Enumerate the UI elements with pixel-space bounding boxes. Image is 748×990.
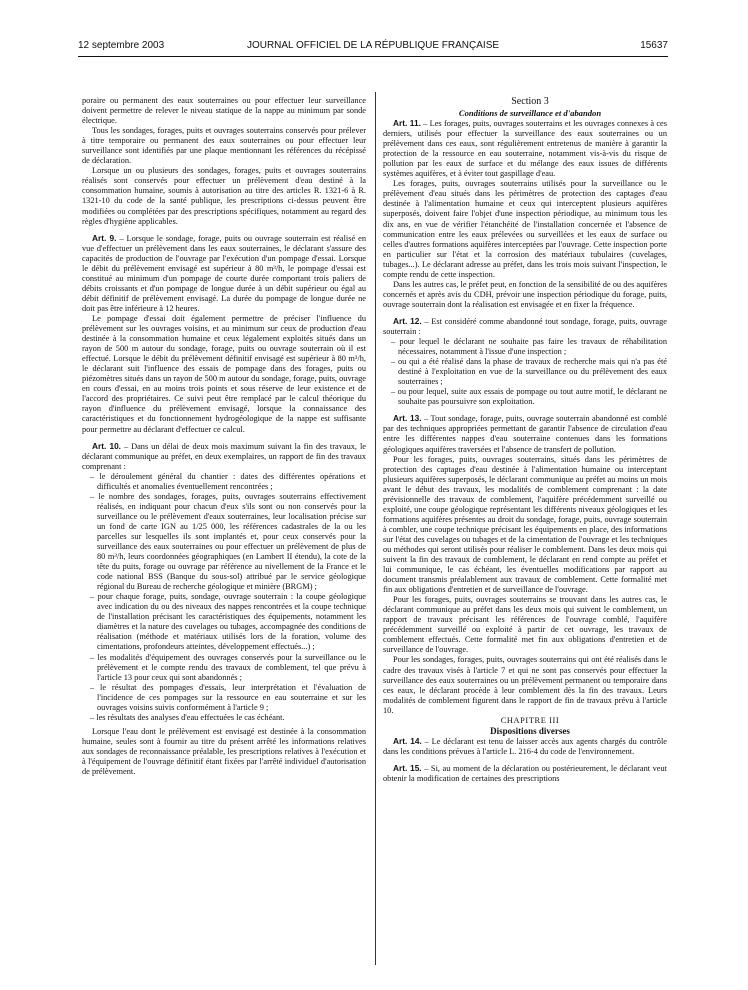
article-12-list <box>383 337 667 407</box>
header-date: 12 septembre 2003 <box>78 40 165 51</box>
right-column <box>383 96 667 784</box>
article-label: Art. 14. <box>393 735 422 746</box>
section-heading: Section 3 <box>511 96 549 107</box>
header-title: JOURNAL OFFICIEL DE LA RÉPUBLIQUE FRANÇAISE <box>246 40 500 51</box>
section-title: Conditions de surveillance et d'abandon <box>458 108 602 118</box>
header-rule <box>78 56 668 57</box>
article-label: Art. 10. <box>92 440 121 451</box>
article-text: – Le déclarant est tenu de laisser accès aux agents chargés du contrôle dans les conditions prévues à l'article L. 216-4 du code de l'environnement. <box>383 736 667 756</box>
paragraph: Lorsque l'eau dont le prélèvement est envisagé est destinée à la consommation humaine, seules sont à fournir au titre du présent arrêté les informations relatives aux sondages de reconnaissance préalable, les prescriptions relatives à l'exécution et à l'équipement de l'ouvrage définitif étant fixées par l'arrêté individuel d'autorisation de prélèvement. <box>82 726 366 777</box>
list-item: – pour lequel le déclarant ne souhaite pas faire les travaux de réhabilitation nécessaires, notamment à l'issue d'une inspection ; <box>398 337 667 357</box>
paragraph: Pour les sondages, forages, puits, ouvrages souterrains qui ont été réalisés dans le cadre des travaux visés à l'article 7 et qui ne sont pas conservés pour effectuer la surveillance des eaux souterraines ou un prélèvement permanent ou temporaire dans ces eaux, le déclarant procède à leur comblement dès la fin des travaux. Leurs modalités de comblement figurent dans le rapport de fin de travaux prévu à l'article 10. <box>383 655 667 715</box>
article-13 <box>383 413 667 454</box>
article-10-list <box>82 472 366 723</box>
paragraph: Pour les forages, puits, ouvrages souterrains, situés dans les périmètres de protection des captages d'eau destinée à l'alimentation humaine ou interceptant plusieurs aquifères superposés, le déclarant communique au préfet au moins un mois avant le début des travaux, les modalités de comblement comprenant : la date prévisionnelle des travaux de comblement, l'aquifère précédemment surveillé ou exploité, une coupe géologique représentant les différents niveaux géologiques et les formations aquifères présentes au droit du sondage, forage, puits, ouvrage souterrain à combler, une coupe technique précisant les équipements en place, des informations sur l'état des cuvelages ou tubages et de la cimentation de l'ouvrage et les techniques ou méthodes qui seront utilisés pour réaliser le comblement. Dans les deux mois qui suivent la fin des travaux de comblement, le déclarant en rend compte au préfet et lui communique, le cas échéant, les éventuelles modifications par rapport au document transmis préalablement aux travaux de comblement. Cette formalité met fin aux obligations d'entretien et de surveillance de l'ouvrage. <box>383 454 667 595</box>
list-item: – ou qui a été réalisé dans la phase de travaux de recherche mais qui n'a pas été destiné à l'exploitation en vue de la surveillance ou du prélèvement des eaux souterraines ; <box>398 357 667 387</box>
paragraph: Les forages, puits, ouvrages souterrains utilisés pour la surveillance ou le prélèvement d'eau situés dans les périmètres de protection des captages d'eau destinée à l'alimentation humaine et ceux qui interceptent plusieurs aquifères superposés, doivent faire l'objet d'une inspection périodique, au minimum tous les dix ans, en vue de vérifier l'étanchéité de l'installation concernée et l'absence de communication entre les eaux prélevées ou surveillées et les eaux de surface ou celles d'autres formations aquifères interceptées par l'ouvrage. Cette inspection porte en particulier sur l'état et la corrosion des matériaux tubulaires (cuvelages, tubages...). Le déclarant adresse au préfet, dans les trois mois suivant l'inspection, le compte rendu de cette inspection. <box>383 179 667 279</box>
article-text: – Tout sondage, forage, puits, ouvrage souterrain abandonné est comblé par des techniques appropriées permettant de garantir l'absence de circulation d'eau entre les différentes nappes d'eau souterraine contenues dans les formations géologiques aquifères traversées et l'absence de transfert de pollution. <box>383 414 667 454</box>
paragraph: Dans les autres cas, le préfet peut, en fonction de la sensibilité de ou des aquifères concernés et après avis du CDH, prévoir une inspection périodique du forage, puits, ouvrage souterrain dont la réalisation est envisagée et en fixer la fréquence. <box>383 279 667 309</box>
column-divider <box>375 92 376 965</box>
list-item: – ou pour lequel, suite aux essais de pompage ou tout autre motif, le déclarant ne souhaite pas poursuivre son exploitation. <box>398 387 667 407</box>
chapter-heading: CHAPITRE III <box>500 715 560 725</box>
article-15 <box>383 763 667 784</box>
article-text: – Les forages, puits, ouvrages souterrains et les ouvrages connexes à ces derniers, utilisés pour effectuer la surveillance des eaux souterraines ou un prélèvement dans ces eaux, sont régulièrement entretenus de manière à garantir la protection de la ressource en eau souterraine, notamment vis-à-vis du risque de pollution par les eaux de surface et du mélange des eaux issues de différents systèmes aquifères, et à éviter tout gaspillage d'eau. <box>383 119 667 179</box>
article-text: – Si, au moment de la déclaration ou postérieurement, le déclarant veut obtenir la modification de certaines des prescriptions <box>383 763 667 783</box>
list-item: – les modalités d'équipement des ouvrages conservés pour la surveillance ou le prélèvement et le compte rendu des travaux de comblement, tel que prévu à l'article 13 pour ceux qui sont abandonnés ; <box>97 653 366 683</box>
list-item: – le déroulement général du chantier : dates des différentes opérations et difficultés et anomalies éventuellement rencontrées ; <box>97 472 366 492</box>
list-item: – pour chaque forage, puits, sondage, ouvrage souterrain : la coupe géologique avec indication du ou des niveaux des nappes rencontrées et la coupe technique de l'installation précisant les caractéristiques des équipements, notamment les diamètres et la nature des cuvelages ou tubages, accompagnée des conditions de réalisation (méthode et matériaux utilisés lors de la foration, volume des cimentations, profondeurs atteintes, développement effectués...) ; <box>97 592 366 652</box>
article-label: Art. 15. <box>393 762 422 773</box>
list-item: – les résultats des analyses d'eau effectuées le cas échéant. <box>97 713 366 723</box>
list-item: – le nombre des sondages, forages, puits, ouvrages souterrains effectivement réalisés, en indiquant pour chacun d'eux s'ils sont ou non conservés pour la surveillance ou le prélèvement d'eaux souterraines, leur localisation précise sur un fond de carte IGN au 1/25 000, les références cadastrales de la ou les parcelles sur lesquelles ils sont implantés et, pour ceux conservés pour la surveillance des eaux souterraines ou pour effectuer un prélèvement de plus de 80 m³/h, leurs coordonnées géographiques (en Lambert II étendu), la cote de la tête du puits, forage ou ouvrage par référence au nivellement de la France et le code national BSS (Banque du sous-sol) attribué par le service géologique régional du Bureau de recherche géologique et minière (BRGM) ; <box>97 492 366 592</box>
paragraph: poraire ou permanent des eaux souterraines ou pour effectuer leur surveillance doivent permettre de relever le niveau statique de la nappe au minimum par sonde électrique. <box>82 96 366 126</box>
article-10 <box>82 441 366 472</box>
article-11 <box>383 118 667 179</box>
paragraph: Lorsque un ou plusieurs des sondages, forages, puits et ouvrages souterrains réalisés sont conservés pour effectuer un prélèvement d'eau destiné à la consommation humaine, soumis à autorisation au titre des articles R. 1321-6 à R. 1321-10 du code de la santé publique, les prescriptions ci-dessus peuvent être modifiées ou complétées par des prescriptions spécifiques, notamment au regard des règles d'hygiène applicables. <box>82 166 366 226</box>
list-item: – le résultat des pompages d'essais, leur interprétation et l'évaluation de l'incidence de ces pompages sur la ressource en eau souterraine et sur les ouvrages voisins suivis conformément à l'article 9 ; <box>97 683 366 713</box>
article-text: – Est considéré comme abandonné tout sondage, forage, puits, ouvrage souterrain : <box>383 316 667 336</box>
page-header <box>78 40 668 56</box>
article-label: Art. 9. <box>92 232 117 243</box>
article-label: Art. 13. <box>393 413 422 424</box>
paragraph: Pour les forages, puits, ouvrages souterrains se trouvant dans les autres cas, le déclarant communique au préfet dans les deux mois qui suivent le comblement, un rapport de travaux précisant les références de l'ouvrage comblé, l'aquifère précédemment surveillé ou exploité à partir de cet ouvrage, les travaux de comblement effectués. Cette formalité met fin aux obligations d'entretien et de surveillance de l'ouvrage. <box>383 595 667 655</box>
article-text: – Dans un délai de deux mois maximum suivant la fin des travaux, le déclarant communique au préfet, en deux exemplaires, un rapport de fin des travaux comprenant : <box>82 441 366 471</box>
article-12 <box>383 316 667 337</box>
article-text: – Lorsque le sondage, forage, puits ou ouvrage souterrain est réalisé en vue d'effectuer un prélèvement dans les eaux souterraines, le déclarant s'assure des capacités de production de l'ouvrage par l'exécution d'un pompage d'essai. Lorsque le débit du prélèvement envisagé est supérieur à 80 m³/h, le pompage d'essai est constitué au minimum d'un pompage de courte durée comportant trois paliers de débits croissants et d'un pompage de longue durée à un débit supérieur ou égal au débit définitif de prélèvement envisagé. La durée du pompage de longue durée ne doit pas être inférieure à 12 heures. <box>82 233 366 313</box>
left-column <box>82 96 366 777</box>
header-page-number: 15637 <box>640 40 668 51</box>
paragraph: Tous les sondages, forages, puits et ouvrages souterrains conservés pour prélever à titre temporaire ou permanent des eaux souterraines ou pour effectuer leur surveillance sont identifiés par une plaque mentionnant les références du récépissé de déclaration. <box>82 126 366 166</box>
article-label: Art. 12. <box>393 315 422 326</box>
article-14 <box>383 736 667 757</box>
paragraph: Le pompage d'essai doit également permettre de préciser l'influence du prélèvement sur les ouvrages voisins, et au minimum sur ceux de production d'eau destinée à la consommation humaine et ceux légalement exploités situés dans un rayon de 500 m autour du sondage, forage, puits ou ouvrage souterrain où il est effectué. Lorsque le débit du prélèvement définitif envisagé est supérieur à 80 m³/h, le déclarant suit l'influence des essais de pompage dans des forages, puits ou piézomètres situés dans un rayon de 500 m autour du sondage, forage, puits, ouvrage en cours d'essai, en au moins trois points et sous réserve de leur existence et de l'accord des propriétaires. Ce suivi peut être remplacé par le calcul théorique du rayon d'influence du prélèvement envisagé, lorsque la connaissance des caractéristiques et du fonctionnement hydrogéologique de la nappe est suffisante pour permettre au déclarant d'effectuer ce calcul. <box>82 313 366 434</box>
chapter-title: Dispositions diverses <box>490 725 570 736</box>
article-label: Art. 11. <box>393 118 421 129</box>
article-9 <box>82 233 366 314</box>
